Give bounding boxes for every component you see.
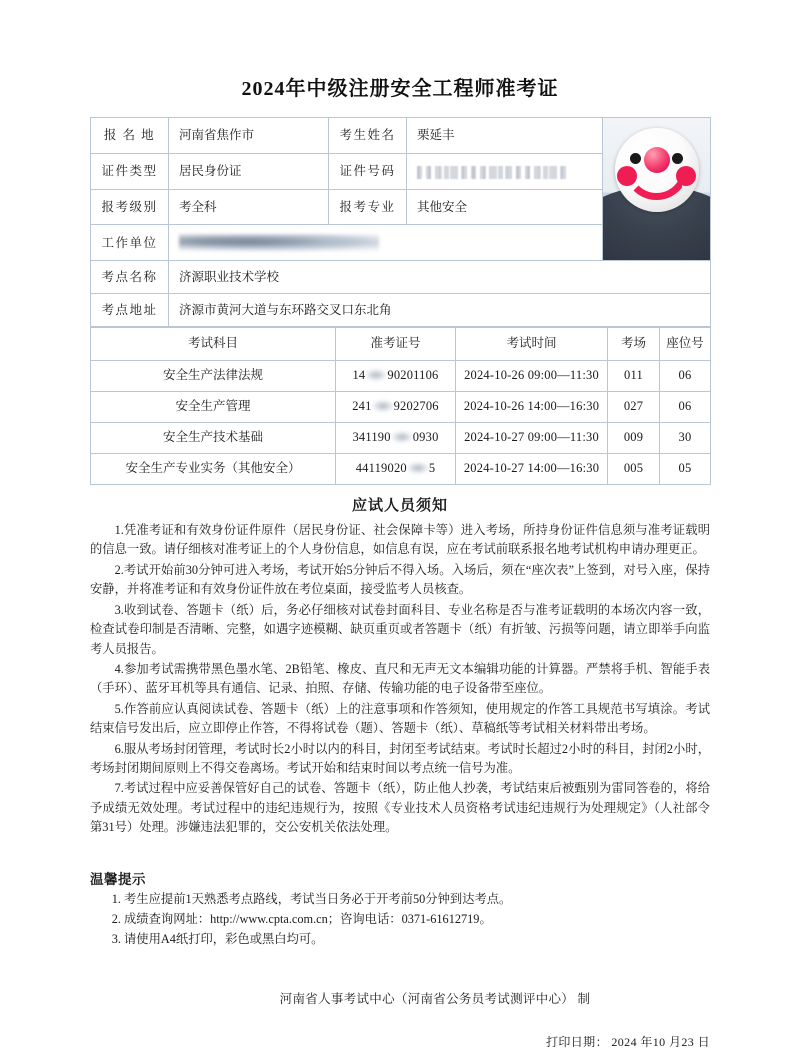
cell-seat: 06 [660, 392, 711, 423]
table-row [91, 118, 711, 154]
redaction-smudge-ticket [365, 369, 387, 381]
column-header-ticket-number: 准考证号 [336, 328, 456, 361]
value-site-address: 济源市黄河大道与东环路交叉口东北角 [169, 294, 711, 327]
column-header-room: 考场 [608, 328, 660, 361]
table-row [91, 423, 711, 454]
notice-item: 1.凭准考证和有效身份证件原件（居民身份证、社会保障卡等）进入考场，所持身份证件信息须与准考证载明的信息一致。请仔细核对准考证上的个人身份信息，如信息有误，应在考试前联系报名地考试机构申请办理更正。 [90, 523, 710, 557]
notice-item: 2.考试开始前30分钟可进入考场，考试开始5分钟后不得入场。入场后，须在“座次表”上签到，对号入座，保持安静，并将准考证和有效身份证件放在考位桌面，接受监考人员核查。 [90, 562, 710, 597]
cell-ticket-number [336, 423, 456, 454]
cell-ticket-number [336, 454, 456, 485]
redaction-smudge-ticket [391, 431, 413, 443]
ticket-prefix: 44119020 [355, 461, 407, 476]
label-registration-place: 报 名 地 [91, 118, 169, 154]
list-item: 3. 请使用A4纸打印，彩色或黑白均可。 [124, 930, 710, 950]
column-header-exam-time: 考试时间 [456, 328, 608, 361]
value-site-name: 济源职业技术学校 [169, 261, 711, 294]
smiley-eye-left [630, 153, 641, 164]
notice-item: 3.收到试卷、答题卡（纸）后，务必仔细核对试卷封面科目、专业名称是否与准考证载明的本场次内容一致，检查试卷印制是否清晰、完整，如遇字迹模糊、缺页重页或者答题卡（纸）有折皱、污损等问题，请立即举手向监考人员报告。 [90, 602, 710, 656]
notice-item: 5.作答前应认真阅读试卷、答题卡（纸）上的注意事项和作答须知，使用规定的作答工具规范书写填涂。考试结束信号发出后，应立即停止作答，不得将试卷（题）、答题卡（纸）、草稿纸等考试相关材料带出考场。 [90, 701, 710, 736]
column-header-subject: 考试科目 [91, 328, 336, 361]
cell-room: 009 [608, 423, 660, 454]
ticket-suffix: 90201106 [387, 368, 439, 383]
tips-list [90, 890, 710, 950]
label-id-number: 证件号码 [329, 153, 407, 189]
notice-list [90, 521, 710, 838]
cell-room: 027 [608, 392, 660, 423]
exam-schedule-table [90, 327, 711, 485]
table-row [91, 261, 711, 294]
tips-section [90, 868, 710, 950]
redaction-smudge-work-unit [179, 234, 379, 252]
cell-room: 005 [608, 454, 660, 485]
table-row [91, 392, 711, 423]
footer-issuer: 河南省人事考试中心（河南省公务员考试测评中心） 制 [279, 992, 591, 1007]
label-exam-level: 报考级别 [91, 189, 169, 225]
smiley-face-mask-icon [615, 128, 699, 212]
cell-exam-time: 2024-10-26 14:00—16:30 [456, 392, 608, 423]
cell-seat: 30 [660, 423, 711, 454]
list-item: 2. 成绩查询网址：http://www.cpta.com.cn；咨询电话：0371-61612719。 [124, 910, 710, 930]
cell-exam-time: 2024-10-26 09:00—11:30 [456, 361, 608, 392]
ticket-suffix: 0930 [412, 430, 439, 445]
label-candidate-name: 考生姓名 [329, 118, 407, 154]
label-work-unit: 工作单位 [91, 225, 169, 261]
ticket-prefix: 241 [352, 399, 372, 414]
label-site-address: 考点地址 [91, 294, 169, 327]
page-title: 2024年中级注册安全工程师准考证 [241, 78, 559, 100]
cell-seat: 06 [660, 361, 711, 392]
table-row [91, 361, 711, 392]
footer-print-date: 打印日期： 2024 年10 月23 日 [545, 1035, 710, 1050]
candidate-photo-cell [603, 118, 711, 261]
value-registration-place: 河南省焦作市 [169, 118, 329, 154]
ticket-suffix: 9202706 [393, 399, 439, 414]
redaction-smudge-id-number [417, 166, 567, 179]
notice-title: 应试人员须知 [351, 498, 448, 514]
cell-seat: 05 [660, 454, 711, 485]
cell-exam-time: 2024-10-27 14:00—16:30 [456, 454, 608, 485]
cell-room: 011 [608, 361, 660, 392]
label-id-type: 证件类型 [91, 153, 169, 189]
table-row [91, 294, 711, 327]
label-exam-major: 报考专业 [329, 189, 407, 225]
cell-ticket-number [336, 361, 456, 392]
label-site-name: 考点名称 [91, 261, 169, 294]
cell-subject: 安全生产技术基础 [91, 423, 336, 454]
cell-subject: 安全生产专业实务（其他安全） [91, 454, 336, 485]
notice-item: 6.服从考场封闭管理，考试时长2小时以内的科目，封闭至考试结束。考试时长超过2小时的科目，封闭2小时，考场封闭期间原则上不得交卷离场。考试开始和结束时间以考点统一信号为准。 [90, 741, 710, 776]
smiley-nose [644, 147, 670, 173]
value-id-type: 居民身份证 [169, 153, 329, 189]
candidate-photo [603, 118, 710, 260]
smiley-eye-right [672, 153, 683, 164]
cell-subject: 安全生产管理 [91, 392, 336, 423]
cell-exam-time: 2024-10-27 09:00—11:30 [456, 423, 608, 454]
cell-ticket-number [336, 392, 456, 423]
ticket-suffix: 5 [428, 461, 436, 476]
redaction-smudge-ticket [372, 400, 394, 412]
notice-item: 4.参加考试需携带黑色墨水笔、2B铅笔、橡皮、直尺和无声无文本编辑功能的计算器。严禁将手机、智能手表（手环）、蓝牙耳机等具有通信、记录、拍照、存储、传输功能的电子设备带至座位。 [90, 661, 710, 696]
table-row [91, 454, 711, 485]
exam-table-header-row [91, 328, 711, 361]
value-exam-level: 考全科 [169, 189, 329, 225]
value-exam-major: 其他安全 [407, 189, 603, 225]
value-candidate-name: 栗延丰 [407, 118, 603, 154]
cell-subject: 安全生产法律法规 [91, 361, 336, 392]
notice-item: 7.考试过程中应妥善保管好自己的试卷、答题卡（纸），防止他人抄袭，考试结束后被甄别为雷同答卷的，将给予成绩无效处理。考试过程中的违纪违规行为，按照《专业技术人员资格考试违纪违规行为处理规定》（人社部令第31号）处理。涉嫌违法犯罪的，交公安机关依法处理。 [90, 781, 710, 835]
redaction-smudge-ticket [407, 462, 429, 474]
ticket-prefix: 14 [352, 368, 366, 383]
value-id-number-redacted [407, 153, 603, 189]
column-header-seat: 座位号 [660, 328, 711, 361]
tips-title: 温馨提示 [90, 871, 146, 888]
list-item: 1. 考生应提前1天熟悉考点路线，考试当日务必于开考前50分钟到达考点。 [124, 890, 710, 910]
ticket-prefix: 341190 [352, 430, 391, 445]
candidate-info-table [90, 117, 711, 327]
value-work-unit-redacted [169, 225, 603, 261]
